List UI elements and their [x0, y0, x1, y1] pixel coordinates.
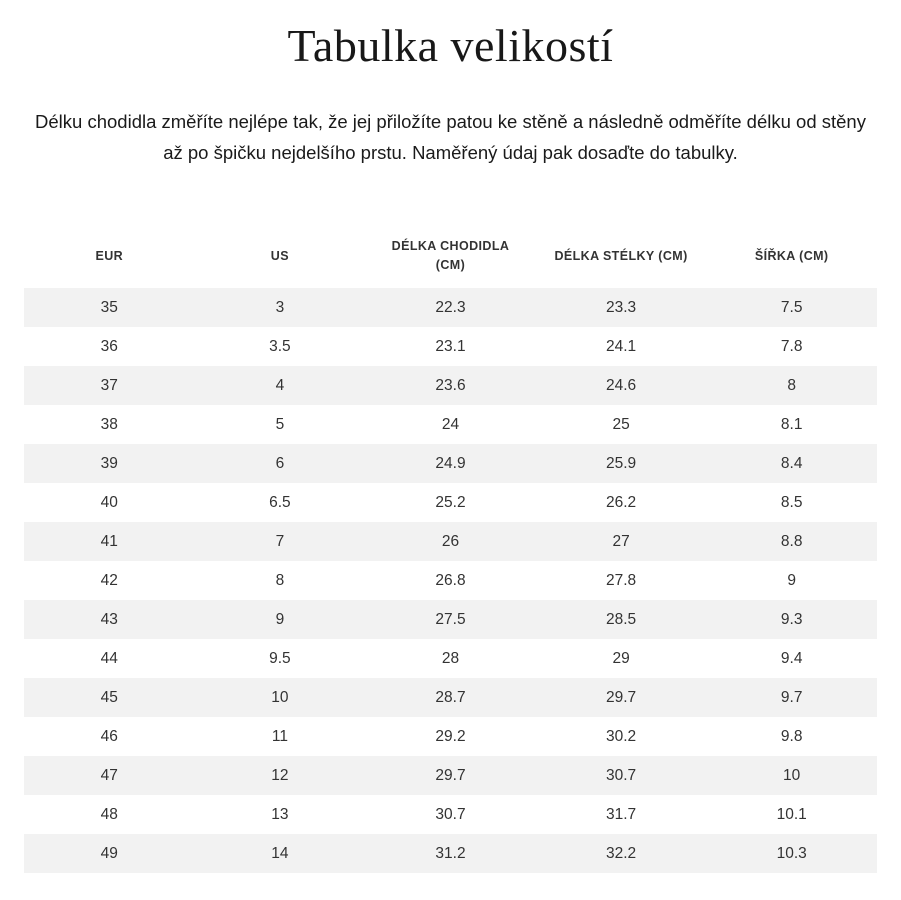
table-cell: 29.7 — [435, 766, 466, 784]
table-cell: 43 — [100, 610, 118, 628]
table-cell: 8 — [275, 571, 285, 589]
table-row — [24, 288, 877, 327]
column-header — [195, 247, 366, 266]
table-cell: 38 — [100, 415, 118, 433]
table-cell: 9.4 — [780, 649, 803, 667]
table-row — [24, 327, 877, 366]
table-cell: 10.3 — [776, 844, 807, 862]
column-header — [706, 247, 877, 266]
table-cell: 26.8 — [435, 571, 466, 589]
table-cell: 22.3 — [435, 298, 466, 316]
column-header-line: (CM) — [435, 258, 466, 272]
table-cell: 6.5 — [269, 493, 291, 511]
table-cell: 29 — [612, 649, 630, 667]
table-cell: 35 — [100, 298, 118, 316]
table-cell: 45 — [100, 688, 118, 706]
table-cell: 32.2 — [605, 844, 637, 862]
table-cell: 23.6 — [435, 376, 466, 394]
table-header-row — [24, 224, 877, 288]
table-cell: 27.8 — [605, 571, 637, 589]
table-row — [24, 678, 877, 717]
table-cell: 37 — [100, 376, 118, 394]
table-cell: 30.7 — [605, 766, 637, 784]
table-cell: 7 — [275, 532, 285, 550]
column-header-line: ŠÍŘKA (CM) — [754, 248, 829, 263]
table-cell: 29.7 — [605, 688, 637, 706]
table-row — [24, 405, 877, 444]
column-header-line: US — [270, 248, 289, 263]
table-cell: 27 — [612, 532, 630, 550]
table-cell: 23.3 — [605, 298, 637, 316]
column-header — [536, 247, 707, 266]
table-cell: 10 — [271, 688, 289, 706]
table-cell: 9.8 — [780, 727, 803, 745]
table-row — [24, 834, 877, 873]
measure-instructions: Délku chodidla změříte nejlépe tak, že jej přiložíte patou ke stěně a následně odměříte délku od stěny až po špičku nejdelšího prstu. Naměřený údaj pak dosaďte do tabulky. — [35, 111, 866, 163]
table-cell: 27.5 — [435, 610, 466, 628]
table-row — [24, 795, 877, 834]
table-cell: 25.2 — [435, 493, 466, 511]
table-cell: 3.5 — [269, 337, 291, 355]
table-cell: 31.2 — [435, 844, 466, 862]
table-cell: 23.1 — [435, 337, 466, 355]
table-cell: 25 — [612, 415, 630, 433]
table-row — [24, 600, 877, 639]
table-cell: 25.9 — [605, 454, 637, 472]
table-cell: 41 — [100, 532, 118, 550]
table-cell: 8.4 — [780, 454, 803, 472]
table-row — [24, 639, 877, 678]
table-cell: 24.6 — [605, 376, 637, 394]
table-cell: 9 — [787, 571, 796, 589]
table-cell: 24 — [441, 415, 460, 433]
table-row — [24, 366, 877, 405]
table-cell: 30.2 — [605, 727, 637, 745]
table-cell: 6 — [275, 454, 285, 472]
table-cell: 26.2 — [605, 493, 637, 511]
table-cell: 39 — [100, 454, 118, 472]
table-cell: 9.5 — [269, 649, 291, 667]
table-cell: 28.7 — [435, 688, 466, 706]
table-cell: 11 — [271, 727, 288, 745]
table-cell: 8.5 — [780, 493, 803, 511]
table-cell: 47 — [100, 766, 118, 784]
table-cell: 7.8 — [780, 337, 803, 355]
table-row — [24, 444, 877, 483]
table-cell: 44 — [100, 649, 118, 667]
table-cell: 10 — [783, 766, 801, 784]
column-header-line: EUR — [95, 248, 124, 263]
table-cell: 42 — [100, 571, 118, 589]
table-cell: 36 — [100, 337, 118, 355]
table-cell: 7.5 — [780, 298, 803, 316]
table-cell: 46 — [100, 727, 118, 745]
table-cell: 30.7 — [435, 805, 466, 823]
column-header — [24, 247, 195, 266]
table-cell: 31.7 — [605, 805, 637, 823]
table-row — [24, 717, 877, 756]
column-header-line: DÉLKA CHODIDLA — [391, 239, 510, 253]
table-cell: 9.7 — [780, 688, 803, 706]
table-cell: 9.3 — [780, 610, 803, 628]
table-cell: 5 — [275, 415, 285, 433]
table-cell: 28.5 — [605, 610, 637, 628]
size-table — [24, 224, 877, 873]
table-row — [24, 756, 877, 795]
table-row — [24, 483, 877, 522]
table-cell: 8.8 — [780, 532, 803, 550]
table-cell: 4 — [275, 376, 285, 394]
table-cell: 24.1 — [605, 337, 637, 355]
table-cell: 29.2 — [435, 727, 466, 745]
table-cell: 49 — [100, 844, 118, 862]
table-cell: 9 — [275, 610, 285, 628]
table-cell: 14 — [271, 844, 289, 862]
table-body — [24, 288, 877, 873]
table-row — [24, 561, 877, 600]
column-header-line: DÉLKA STÉLKY (CM) — [554, 248, 688, 263]
table-cell: 10.1 — [776, 805, 807, 823]
table-cell: 28 — [441, 649, 460, 667]
table-cell: 13 — [271, 805, 289, 823]
table-cell: 3 — [275, 298, 285, 316]
table-cell: 8 — [787, 376, 796, 394]
table-cell: 12 — [271, 766, 289, 784]
table-cell: 26 — [441, 532, 460, 550]
table-cell: 48 — [100, 805, 118, 823]
page-title: Tabulka velikostí — [287, 20, 614, 71]
table-row — [24, 522, 877, 561]
column-header — [365, 237, 536, 275]
table-cell: 24.9 — [435, 454, 466, 472]
table-cell: 8.1 — [780, 415, 803, 433]
table-cell: 40 — [100, 493, 118, 511]
